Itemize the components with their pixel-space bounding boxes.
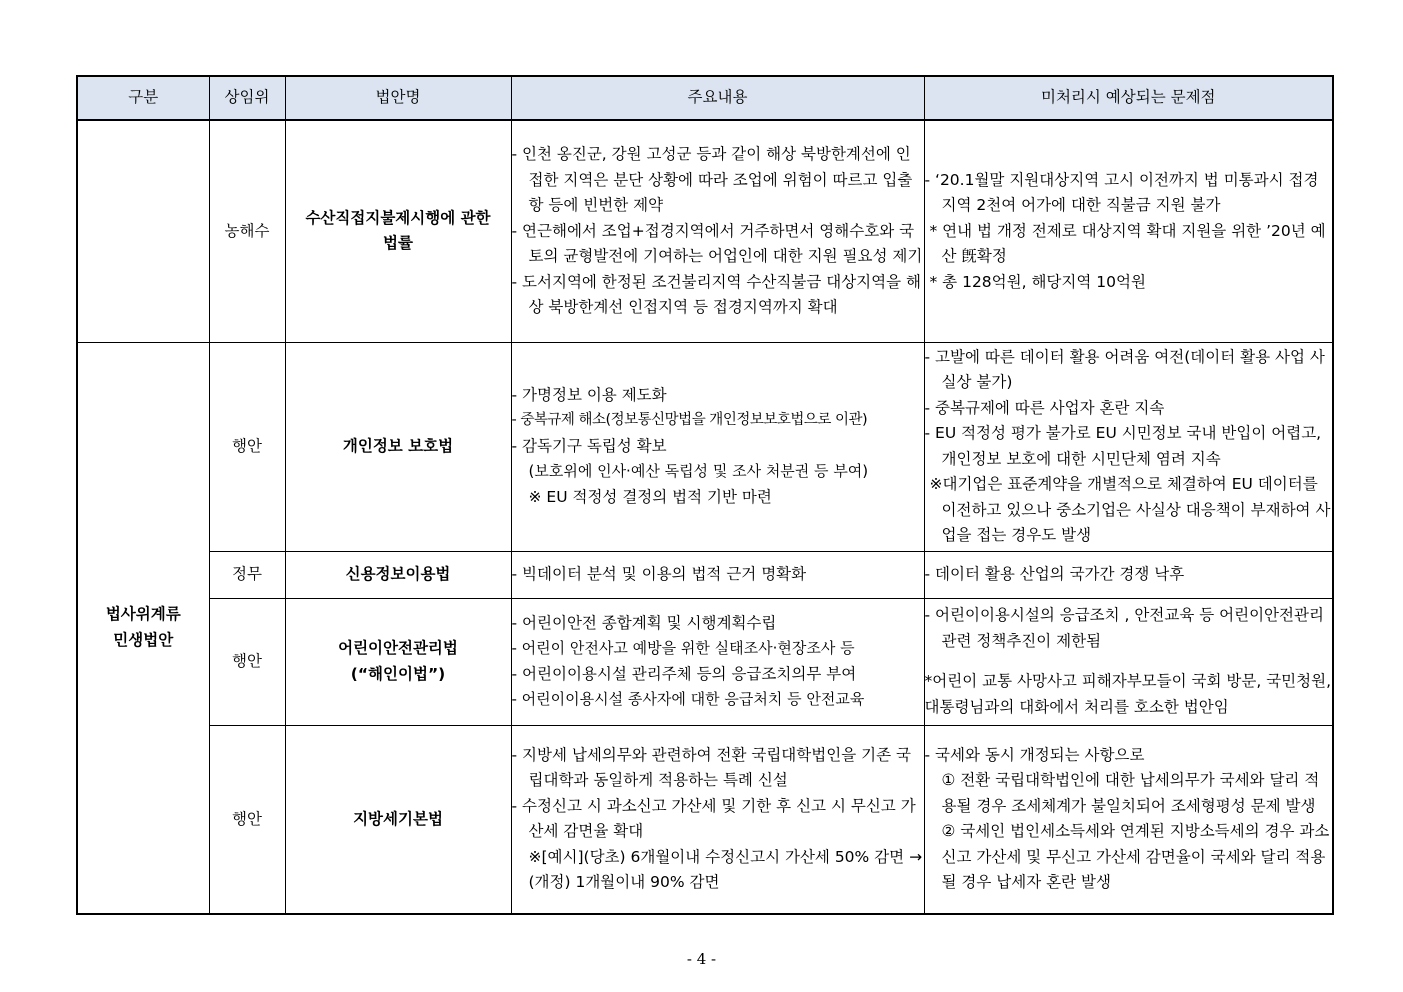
content-item: - 어린이 안전사고 예방을 위한 실태조사·현장조사 등 (511, 639, 855, 657)
committee-cell: 행안 (209, 598, 285, 725)
content-sub: (보호위에 인사·예산 독립성 및 조사 처분권 등 부여) (528, 462, 869, 481)
content-item: - 연근해에서 조업+접경지역에서 거주하면서 영해수호와 국토의 균형발전에 기여하는 어업인에 대한 지원 필요성 제기 (511, 221, 923, 265)
problems-cell (924, 598, 1333, 725)
problems-cell (924, 725, 1333, 914)
problems-cell (924, 551, 1333, 598)
problem-item: - 국세와 동시 개정되는 사항으로 (924, 745, 1145, 764)
bill-name-cell: 어린이안전관리법 (“해인이법”) (285, 598, 511, 725)
content-item: - 인천 옹진군, 강원 고성군 등과 같이 해상 북방한계선에 인접한 지역은 분단 상황에 따라 조업에 위험이 따르고 입출항 등에 빈번한 제약 (511, 145, 913, 214)
content-item: - 수정신고 시 과소신고 가산세 및 기한 후 신고 시 무신고 가산세 감면율 확대 (511, 796, 916, 841)
problem-note: *어린이 교통 사망사고 피해자부모들이 국회 방문, 국민청원, 대통령님과의 대화에서 처리를 호소한 법안임 (924, 672, 1332, 716)
committee-cell: 농해수 (209, 120, 285, 342)
header-category: 구분 (77, 76, 209, 120)
problem-item: - EU 적정성 평가 불가로 EU 시민정보 국내 반입이 어렵고, 개인정보 보호에 대한 시민단체 염려 지속 (924, 424, 1322, 468)
content-item: - 지방세 납세의무와 관련하여 전환 국립대학법인을 기존 국립대학과 동일하게 적용하는 특례 신설 (511, 745, 911, 790)
content-item: - 도서지역에 한정된 조건불리지역 수산직불금 대상지역을 해상 북방한계선 인접지역 등 접경지역까지 확대 (511, 272, 921, 316)
content-cell (511, 598, 924, 725)
content-item: - 빅데이터 분석 및 이용의 법적 근거 명확화 (511, 564, 807, 583)
content-item: - 가명정보 이용 제도화 (511, 385, 667, 404)
content-item: - 어린이이용시설 관리주체 등의 응급조치의무 부여 (511, 664, 857, 683)
content-cell (511, 551, 924, 598)
problem-note: * 연내 법 개정 전제로 대상지역 확대 지원을 위한 ’20년 예산 旣확정 (929, 221, 1326, 265)
committee-cell: 행안 (209, 342, 285, 551)
table-row (77, 725, 1333, 914)
content-item: - 어린이이용시설 종사자에 대한 응급처치 등 안전교육 (511, 690, 865, 708)
content-note: ※ EU 적정성 결정의 법적 기반 마련 (528, 487, 772, 506)
content-item: - 어린이안전 종합계획 및 시행계획수립 (511, 613, 777, 632)
problem-note: ※대기업은 표준계약을 개별적으로 체결하여 EU 데이터를 이전하고 있으나 중소기업은 사실상 대응책이 부재하여 사업을 접는 경우도 발생 (929, 475, 1331, 544)
header-row (77, 76, 1333, 120)
header-bill-name: 법안명 (285, 76, 511, 120)
bills-table (76, 75, 1334, 915)
bill-name-cell: 개인정보 보호법 (285, 342, 511, 551)
header-committee: 상임위 (209, 76, 285, 120)
table-row (77, 342, 1333, 551)
category-cell: 법사위계류 민생법안 (77, 342, 209, 914)
problems-cell (924, 342, 1333, 551)
bill-name-cell: 수산직접지불제시행에 관한 법률 (285, 120, 511, 342)
content-note: ※[예시](당초) 6개월이내 수정신고시 가산세 50% 감면 → (개정) 1개월이내 90% 감면 (528, 847, 923, 892)
header-problems: 미처리시 예상되는 문제점 (924, 76, 1333, 120)
table-row (77, 551, 1333, 598)
content-cell (511, 725, 924, 914)
table-row (77, 598, 1333, 725)
content-cell (511, 120, 924, 342)
committee-cell: 정무 (209, 551, 285, 598)
content-cell (511, 342, 924, 551)
table-row (77, 120, 1333, 342)
problem-note: * 총 128억원, 해당지역 10억원 (929, 272, 1146, 291)
problem-item: - 고발에 따른 데이터 활용 어려움 여전(데이터 활용 사업 사실상 불가) (924, 347, 1325, 391)
bill-name-cell: 지방세기본법 (285, 725, 511, 914)
problem-item: - 어린이이용시설의 응급조치 , 안전교육 등 어린이안전관리 관련 정책추진이 제한됨 (924, 606, 1324, 650)
content-item: - 감독기구 독립성 확보 (511, 436, 667, 455)
content-item: - 중복규제 해소(정보통신망법을 개인정보보호법으로 이관) (511, 412, 868, 429)
problems-cell (924, 120, 1333, 342)
problem-item: - ‘20.1월말 지원대상지역 고시 이전까지 법 미통과시 접경지역 2천여 어가에 대한 직불금 지원 불가 (924, 170, 1319, 214)
header-content: 주요내용 (511, 76, 924, 120)
problem-item: - 중복규제에 따른 사업자 혼란 지속 (924, 398, 1165, 417)
bill-name-cell: 신용정보이용법 (285, 551, 511, 598)
committee-cell: 행안 (209, 725, 285, 914)
page-number: - 4 - (686, 950, 717, 968)
problem-sub-1: ① 전환 국립대학법인에 대한 납세의무가 국세와 달리 적용될 경우 조세체계가 불일치되어 조세형평성 문제 발생 (941, 771, 1320, 815)
category-cell (77, 120, 209, 342)
problem-sub-2: ② 국세인 법인세소득세와 연계된 지방소득세의 경우 과소신고 가산세 및 무신고 가산세 감면율이 국세와 달리 적용될 경우 납세자 혼란 발생 (941, 822, 1330, 892)
problem-item: - 데이터 활용 산업의 국가간 경쟁 낙후 (924, 564, 1185, 583)
